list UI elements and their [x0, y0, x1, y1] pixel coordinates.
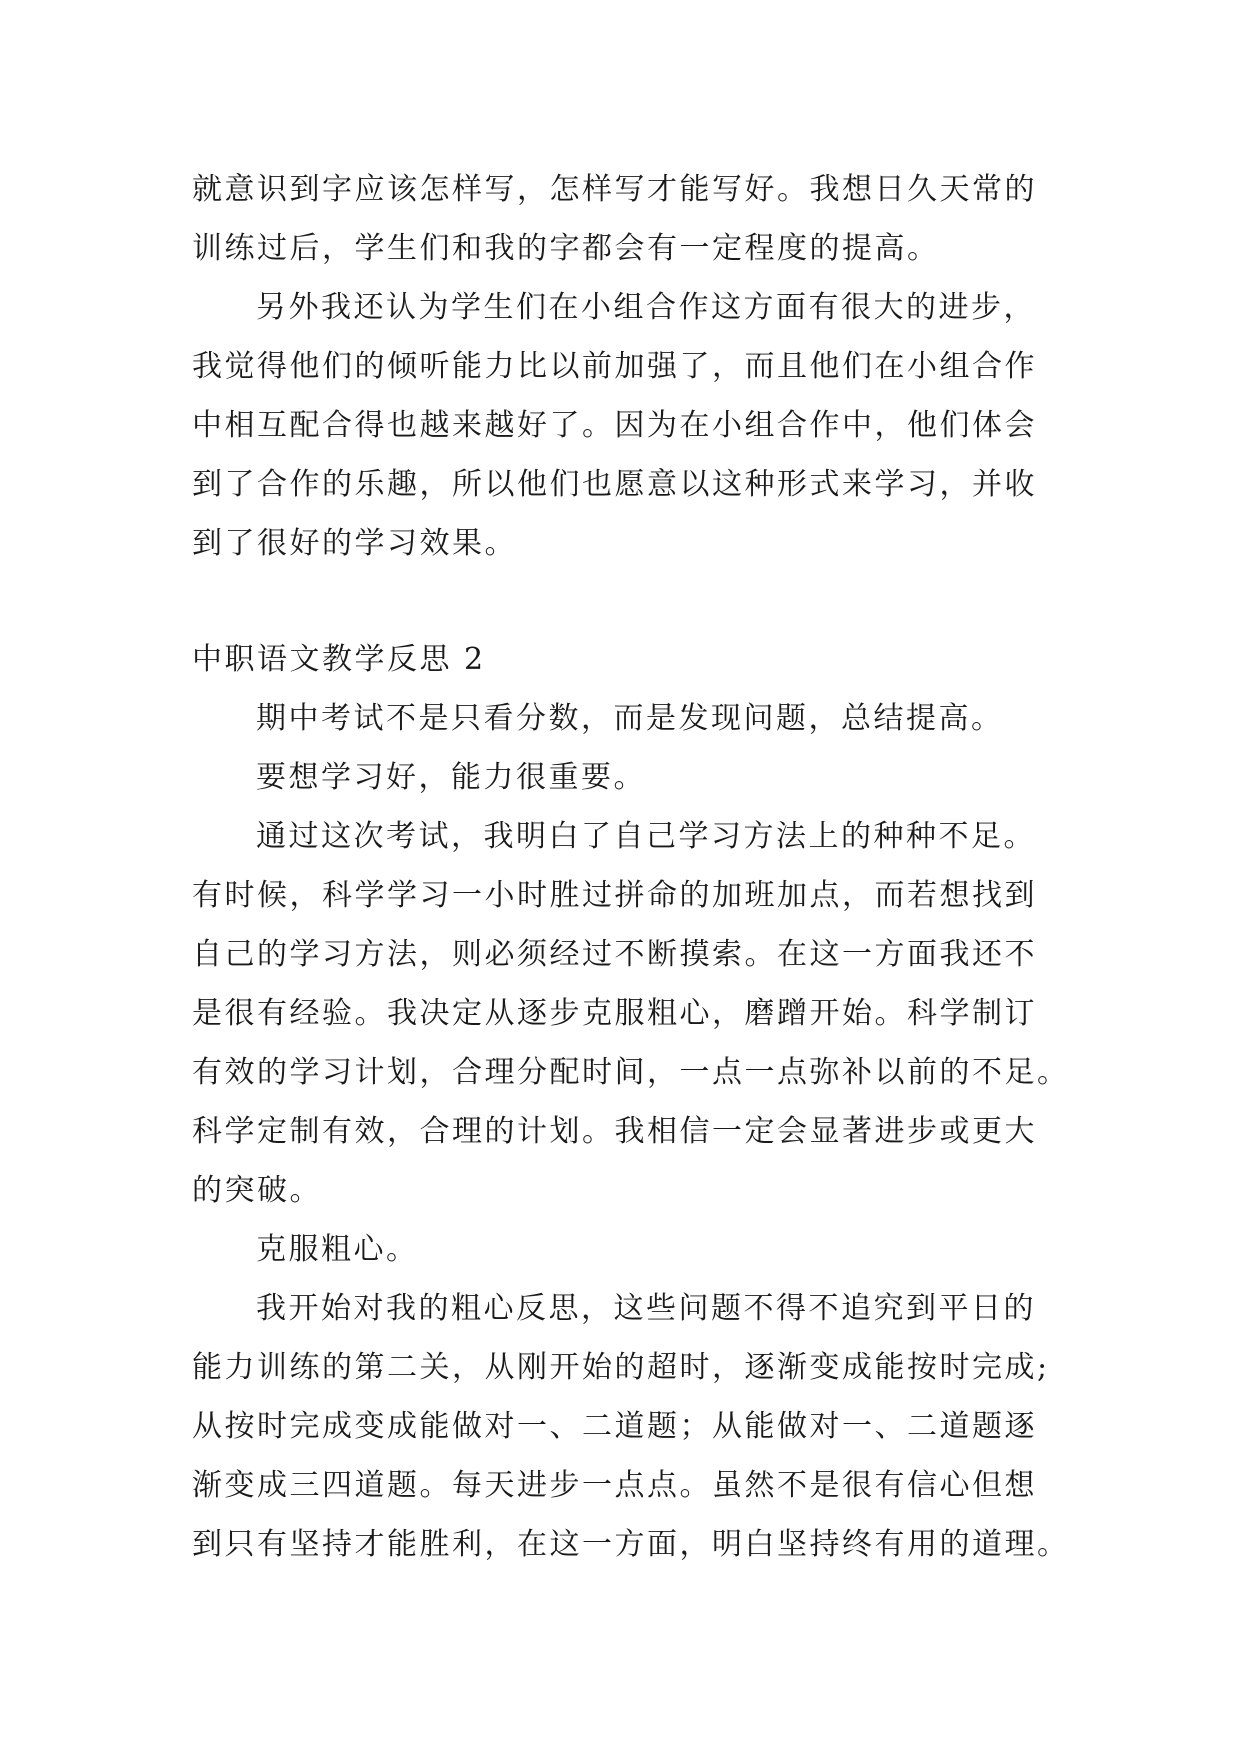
text-line: 到了很好的学习效果。 — [192, 526, 517, 561]
paragraph-line: 期中考试不是只看分数，而是发现问题，总结提高。 — [256, 701, 1004, 736]
paragraph-line: 我开始对我的粗心反思，这些问题不得不追究到平日的 — [256, 1291, 1036, 1326]
text-line: 到了合作的乐趣，所以他们也愿意以这种形式来学习，并收 — [192, 467, 1037, 502]
text-line: 是很有经验。我决定从逐步克服粗心，磨蹭开始。科学制订 — [192, 996, 1037, 1031]
document-body — [192, 160, 1070, 1574]
text-line: 的突破。 — [192, 1173, 322, 1208]
paragraph-line: 克服粗心。 — [256, 1232, 419, 1267]
section-heading: 中职语文教学反思 2 — [192, 642, 486, 677]
text-line: 训练过后，学生们和我的字都会有一定程度的提高。 — [192, 231, 940, 266]
text-line: 科学定制有效，合理的计划。我相信一定会显著进步或更大 — [192, 1114, 1037, 1149]
paragraph-line: 通过这次考试，我明白了自己学习方法上的种种不足。 — [256, 819, 1036, 854]
text-line: 渐变成三四道题。每天进步一点点。虽然不是很有信心但想 — [192, 1468, 1037, 1503]
text-line: 中相互配合得也越来越好了。因为在小组合作中，他们体会 — [192, 408, 1037, 443]
text-line: 就意识到字应该怎样写，怎样写才能写好。我想日久天常的 — [192, 172, 1037, 207]
text-line: 能力训练的第二关，从刚开始的超时，逐渐变成能按时完成; — [192, 1350, 1050, 1385]
text-line: 有效的学习计划，合理分配时间，一点一点弥补以前的不足。 — [192, 1055, 1070, 1090]
paragraph-line: 另外我还认为学生们在小组合作这方面有很大的进步， — [256, 290, 1036, 325]
text-line: 从按时完成变成能做对一、二道题；从能做对一、二道题逐 — [192, 1409, 1037, 1444]
text-line: 有时候，科学学习一小时胜过拼命的加班加点，而若想找到 — [192, 878, 1037, 913]
paragraph-line: 要想学习好，能力很重要。 — [256, 760, 646, 795]
text-line: 到只有坚持才能胜利，在这一方面，明白坚持终有用的道理。 — [192, 1527, 1070, 1562]
text-line: 自己的学习方法，则必须经过不断摸索。在这一方面我还不 — [192, 937, 1037, 972]
text-line: 我觉得他们的倾听能力比以前加强了，而且他们在小组合作 — [192, 349, 1037, 384]
